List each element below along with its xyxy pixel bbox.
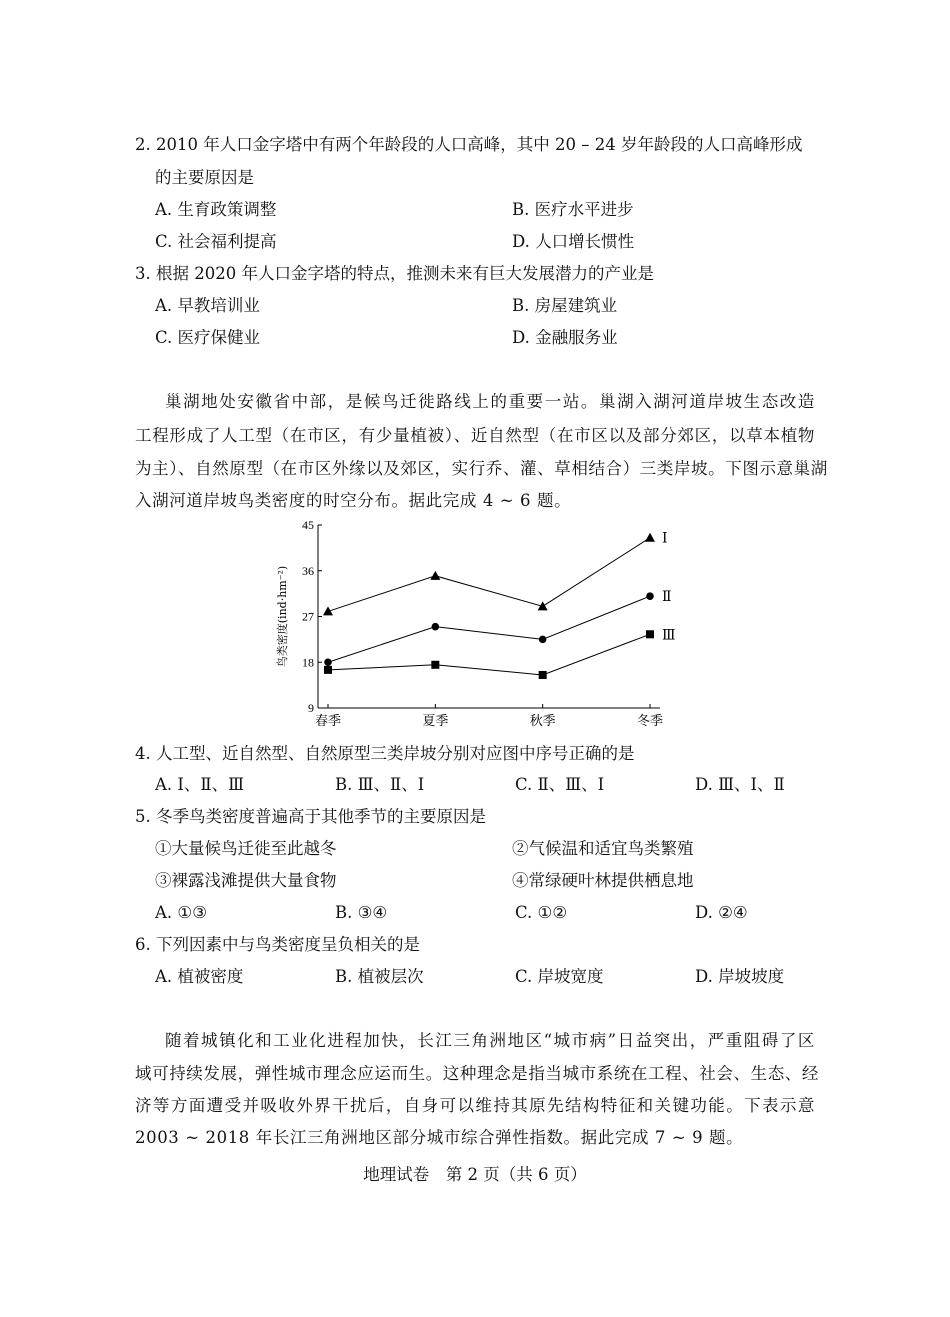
data-point <box>539 671 547 679</box>
q2-option-a: A. 生育政策调整 <box>155 200 277 219</box>
q3-option-a: A. 早教培训业 <box>155 296 260 315</box>
q5-item-1: ①大量候鸟迁徙至此越冬 <box>155 839 337 858</box>
passage2-line4: 2003 ~ 2018 年长江三角洲地区部分城市综合弹性指数。据此完成 7 ~ 9 题。 <box>135 1128 744 1147</box>
data-point <box>539 636 547 644</box>
data-point <box>430 571 440 580</box>
q5-stem: 5. 冬季鸟类密度普遍高于其他季节的主要原因是 <box>135 807 486 826</box>
q4-option-b: B. Ⅲ、Ⅱ、Ⅰ <box>335 775 425 794</box>
q5-option-c: C. ①② <box>515 903 568 922</box>
x-tick-label: 秋季 <box>529 714 556 729</box>
page-footer: 地理试卷 第 2 页（共 6 页） <box>363 1165 587 1184</box>
data-point <box>323 606 333 615</box>
data-point <box>432 623 440 631</box>
series-line <box>328 634 650 675</box>
passage2-line2: 域可持续发展，弹性城市理念应运而生。这种理念是指当城市系统在工程、社会、生态、经 <box>135 1064 819 1083</box>
q5-item-3: ③裸露浅滩提供大量食物 <box>155 871 337 890</box>
y-tick-label: 18 <box>302 655 314 670</box>
series-label: Ⅰ <box>662 530 668 547</box>
q4-option-c: C. Ⅱ、Ⅲ、Ⅰ <box>515 775 605 794</box>
data-point <box>645 533 655 542</box>
passage1-line4: 入湖河道岸坡鸟类密度的时空分布。据此完成 4 ~ 6 题。 <box>135 491 572 510</box>
q6-option-b: B. 植被层次 <box>335 967 424 986</box>
y-axis-label: 鸟类密度(ind·hm⁻²) <box>276 565 289 668</box>
q5-option-a: A. ①③ <box>155 903 207 922</box>
bird-density-chart <box>270 515 690 740</box>
q4-option-d: D. Ⅲ、Ⅰ、Ⅱ <box>695 775 785 794</box>
passage2-line3: 济等方面遭受并吸收外界干扰后，自身可以维持其原先结构特征和关键功能。下表示意 <box>135 1096 815 1115</box>
q3-option-d: D. 金融服务业 <box>512 328 618 347</box>
x-tick-label: 冬季 <box>636 714 664 729</box>
series-label: Ⅲ <box>662 627 676 644</box>
q3-option-b: B. 房屋建筑业 <box>512 296 618 315</box>
series-line <box>328 538 650 612</box>
data-point <box>324 666 332 674</box>
q5-option-b: B. ③④ <box>335 903 388 922</box>
q6-option-c: C. 岸坡宽度 <box>515 967 604 986</box>
q5-item-2: ②气候温和适宜鸟类繁殖 <box>512 839 694 858</box>
q3-option-c: C. 医疗保健业 <box>155 328 261 347</box>
q2-stem-line2: 的主要原因是 <box>155 168 254 187</box>
passage2-line1: 随着城镇化和工业化进程加快，长江三角洲地区“城市病”日益突出，严重阻碍了区 <box>165 1031 815 1050</box>
y-tick-label: 27 <box>302 609 314 624</box>
x-tick-label: 春季 <box>314 714 342 729</box>
q4-stem: 4. 人工型、近自然型、自然原型三类岸坡分别对应图中序号正确的是 <box>135 744 635 763</box>
data-point <box>646 592 654 600</box>
passage1-line1: 巢湖地处安徽省中部，是候鸟迁徙路线上的重要一站。巢湖入湖河道岸坡生态改造 <box>165 392 815 411</box>
q4-option-a: A. Ⅰ、Ⅱ、Ⅲ <box>155 775 245 794</box>
x-tick-label: 夏季 <box>422 714 449 729</box>
data-point <box>431 661 439 669</box>
q5-item-4: ④常绿硬叶林提供栖息地 <box>512 871 694 890</box>
q2-option-d: D. 人口增长惯性 <box>512 232 635 251</box>
y-tick-label: 9 <box>308 701 314 715</box>
passage1-line3: 为主）、自然原型（在市区外缘以及郊区，实行乔、灌、草相结合）三类岸坡。下图示意巢湖 <box>135 459 828 478</box>
q5-option-d: D. ②④ <box>695 903 748 922</box>
q6-option-a: A. 植被密度 <box>155 967 244 986</box>
q6-option-d: D. 岸坡坡度 <box>695 967 785 986</box>
series-label: Ⅱ <box>662 589 672 606</box>
q6-stem: 6. 下列因素中与鸟类密度呈负相关的是 <box>135 935 420 954</box>
data-point <box>646 630 654 638</box>
data-point <box>324 658 332 666</box>
y-tick-label: 36 <box>302 563 314 578</box>
y-tick-label: 45 <box>302 518 314 532</box>
q3-stem: 3. 根据 2020 年人口金字塔的特点，推测未来有巨大发展潜力的产业是 <box>135 264 654 283</box>
q2-option-c: C. 社会福利提高 <box>155 232 277 251</box>
passage1-line2: 工程形成了人工型（在市区，有少量植被）、近自然型（在市区以及部分郊区，以草本植物 <box>135 426 815 445</box>
q2-option-b: B. 医疗水平进步 <box>512 200 634 219</box>
q2-stem-line1: 2. 2010 年人口金字塔中有两个年龄段的人口高峰，其中 20 – 24 岁年龄段的人口高峰形成 <box>135 135 803 154</box>
